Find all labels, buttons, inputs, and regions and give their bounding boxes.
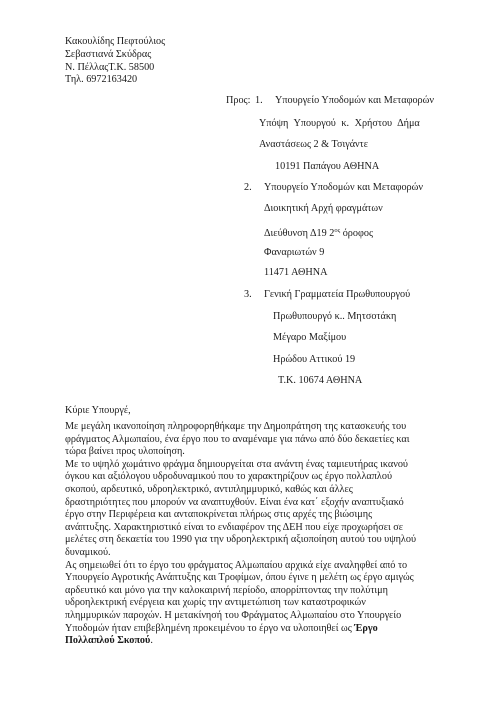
text-line: όγκου και αξιόλογου υδροδυναμικού που το χαρακτηρίζουν ως έργο πολλαπλού bbox=[65, 471, 392, 483]
bold-term-start: Έργο bbox=[354, 622, 378, 634]
recipient-2-line5: 11471 ΑΘΗΝΑ bbox=[264, 267, 328, 278]
recipient-3-number: 3. bbox=[244, 289, 252, 300]
paragraph-3 bbox=[65, 560, 465, 648]
salutation: Κύριε Υπουργέ, bbox=[65, 405, 131, 416]
text-line bbox=[65, 623, 465, 636]
recipient-2-line2: Διοικητική Αρχή φραγμάτων bbox=[264, 203, 383, 214]
recipient-3-line4: Ηρώδου Αττικού 19 bbox=[273, 354, 356, 365]
text-line: Με μεγάλη ικανοποίηση πληροφορηθήκαμε την Δημοπράτηση της κατασκευής του bbox=[65, 421, 407, 432]
recipient-3-line5: Τ.Κ. 10674 ΑΘΗΝΑ bbox=[278, 375, 363, 386]
recipient-2-line1: Υπουργείο Υποδομών και Μεταφορών bbox=[264, 182, 423, 193]
text-line: έργο στην Περιφέρεια και ανταποκρίνεται πλήρως στις αρχές της βιώσιμης bbox=[65, 509, 373, 521]
recipient-1-line3: Αναστάσεως 2 & Τσιγάντε bbox=[259, 139, 369, 150]
text-line: αρδευτικό και μόνο για την καλοκαιρινή περίοδο, απορρίπτοντας την πολύτιμη bbox=[65, 584, 388, 596]
to-label: Προς: bbox=[226, 95, 251, 106]
paragraph-2 bbox=[65, 459, 465, 560]
recipient-3-line1: Γενική Γραμματεία Πρωθυπουργού bbox=[264, 289, 411, 300]
recipient-1-line4: 10191 Παπάγου ΑΘΗΝΑ bbox=[275, 161, 380, 172]
text-line: σκοπού, αρδευτικό, υδροηλεκτρικό, αντιπλημμυρικό, καθώς και άλλες bbox=[65, 483, 353, 495]
recipient-2-line4: Φαναριωτών 9 bbox=[264, 247, 325, 258]
text-line: ανάπτυξης. Χαρακτηριστικό είναι το ενδιαφέρον της ΔΕΗ που είχε προχωρήσει σε bbox=[65, 521, 404, 533]
sender-phone: Τηλ. 6972163420 bbox=[65, 74, 138, 86]
sender-block bbox=[65, 36, 165, 87]
text-line: υδροηλεκτρική ενέργεια και χωρίς την αντιμετώπιση των καταστροφικών bbox=[65, 597, 366, 609]
text-line: τώρα βαίνει προς υλοποίηση. bbox=[65, 446, 185, 458]
text-line: δυναμικού. bbox=[65, 546, 111, 558]
text-line: μελέτες στη δεκαετία του 1990 για την υδροηλεκτρική αξιοποίηση αυτού του υψηλού bbox=[65, 534, 417, 546]
text-line: Ας σημειωθεί ότι το έργο του φράγματος Αλμωπαίου αρχικά είχε αναληφθεί από το bbox=[65, 559, 408, 571]
recipient-2-line3-text: Διεύθυνση Δ19 2 bbox=[264, 228, 335, 239]
recipient-1-line1: Υπουργείο Υποδομών και Μεταφορών bbox=[275, 95, 434, 106]
text-line: πλημμυρικών παροχών. Η μετακίνησή του Φράγματος Αλμωπαίου στο Υπουργείο bbox=[65, 609, 402, 621]
bold-term-end: Πολλαπλού Σκοπού bbox=[65, 635, 151, 647]
recipient-3-line3: Μέγαρο Μαξίμου bbox=[273, 332, 347, 343]
text-line: Υπουργείο Αγροτικής Ανάπτυξης και Τροφίμων, όπου έγινε η μελέτη ως έργο αμιγώς bbox=[65, 572, 414, 584]
letter-body bbox=[65, 421, 465, 648]
sender-name: Κακουλίδης Πεφτούλιος bbox=[65, 36, 166, 47]
sender-region: Ν. ΠέλλαςΤ.Κ. 58500 bbox=[65, 61, 155, 73]
recipient-1-number: 1. bbox=[255, 95, 263, 106]
recipient-2-line3-sup: ος bbox=[334, 227, 341, 234]
recipient-3-line2: Πρωθυπουργό κ.. Μητσοτάκη bbox=[273, 311, 397, 322]
text-line-end: . bbox=[150, 635, 153, 647]
recipient-2-number: 2. bbox=[244, 182, 252, 193]
sender-address: Σεβαστιανά Σκύδρας bbox=[65, 48, 152, 60]
recipient-1-line2: Υπόψη Υπουργού κ. Χρήστου Δήμα bbox=[259, 118, 420, 129]
text-line bbox=[65, 635, 465, 648]
text-line-start: Υποδομών ήταν επιβεβλημένη προκειμένου το έργο να υλοποιηθεί ως bbox=[65, 622, 355, 634]
text-line: φράγματος Αλμωπαίου, ένα έργο που το αναμέναμε για πάνω από δύο δεκαετίες και bbox=[65, 433, 410, 445]
paragraph-1 bbox=[65, 421, 465, 459]
recipient-2-line3-floor: όροφος bbox=[342, 228, 373, 239]
recipient-2-line3 bbox=[264, 225, 373, 240]
text-line: Με το υψηλό χωμάτινο φράγμα δημιουργείται στα ανάντη ένας ταμιευτήρας ικανού bbox=[65, 458, 408, 470]
text-line: δραστηριότητες που μπορούν να αναπτυχθούν. Είναι ένα κατ΄ εξοχήν αναπτυξιακό bbox=[65, 496, 404, 508]
